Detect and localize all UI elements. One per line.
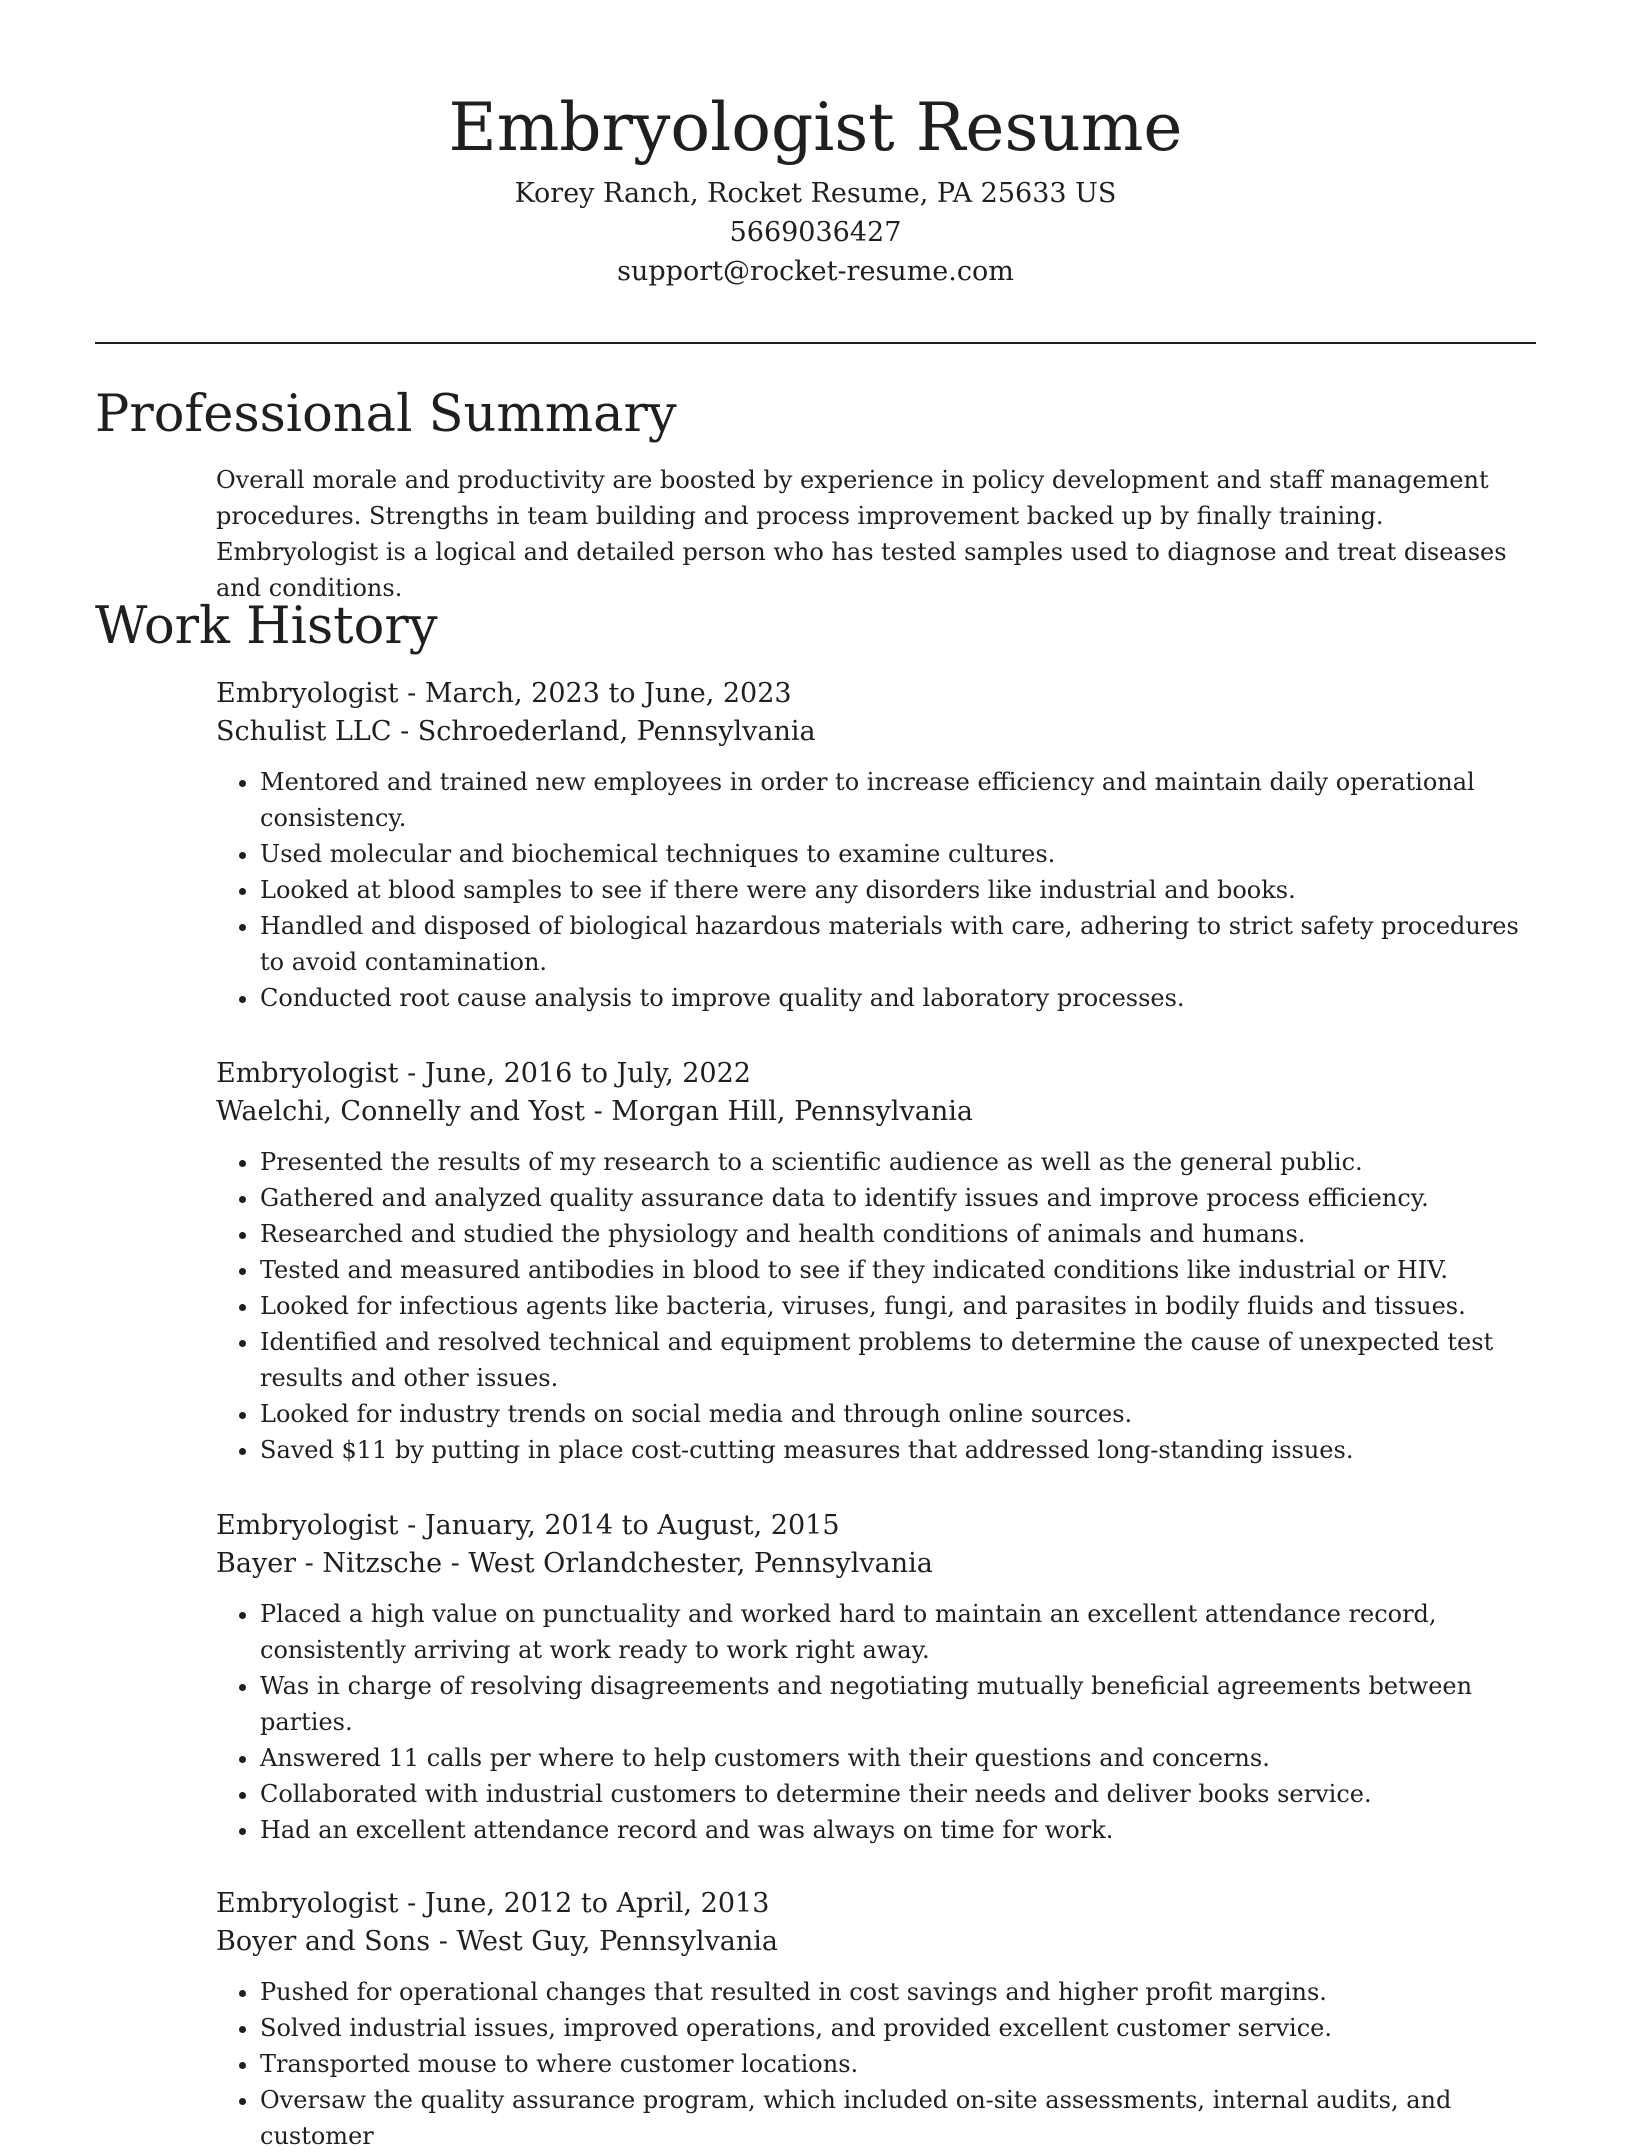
job-location: Morgan Hill, Pennsylvania <box>611 1096 974 1127</box>
job-bullet: • Saved $11 by putting in place cost-cutting measures that addressed long-standing issues. <box>260 1432 1546 1468</box>
job-separator: - <box>398 1510 425 1541</box>
job-bullet: • Solved industrial issues, improved operations, and provided excellent customer service. <box>260 2010 1546 2046</box>
email: support@rocket-resume.com <box>617 256 1014 287</box>
job-title: Embryologist <box>216 678 399 709</box>
job-dates: June, 2016 to July, 2022 <box>424 1058 751 1089</box>
address: Korey Ranch, Rocket Resume, PA 25633 US <box>514 178 1117 209</box>
resume-title: Embryologist Resume <box>448 89 1183 166</box>
phone: 5669036427 <box>729 217 902 248</box>
job-location: West Guy, Pennsylvania <box>456 1926 779 1957</box>
job-bullet: • Conducted root cause analysis to improve quality and laboratory processes. <box>260 980 1546 1016</box>
job-separator: - <box>585 1096 612 1127</box>
job-title-line <box>216 675 1546 713</box>
job-title: Embryologist <box>216 1058 399 1089</box>
job-separator: - <box>398 1888 425 1919</box>
job-company: Boyer and Sons <box>216 1926 431 1957</box>
job-bullet-list <box>216 1144 1546 1468</box>
job-bullet: • Answered 11 calls per where to help customers with their questions and concerns. <box>260 1740 1546 1776</box>
job-company: Schulist LLC <box>216 716 392 747</box>
job-bullet: • Oversaw the quality assurance program, which included on-site assessments, internal audits, and customer <box>260 2082 1546 2154</box>
job-company: Bayer - Nitzsche <box>216 1548 443 1579</box>
job-separator: - <box>391 716 418 747</box>
job-entry <box>216 1885 1546 2154</box>
job-dates: June, 2012 to April, 2013 <box>424 1888 770 1919</box>
job-entry <box>216 675 1546 1016</box>
job-entry <box>216 1507 1546 1848</box>
job-separator: - <box>398 678 425 709</box>
job-location: Schroederland, Pennsylvania <box>417 716 816 747</box>
job-bullet: • Mentored and trained new employees in order to increase efficiency and maintain daily operational consistency. <box>260 764 1546 836</box>
job-bullet: • Tested and measured antibodies in blood to see if they indicated conditions like industrial or HIV. <box>260 1252 1546 1288</box>
job-bullet: • Transported mouse to where customer locations. <box>260 2046 1546 2082</box>
work-history-heading: Work History <box>95 597 438 656</box>
job-title-line <box>216 1507 1546 1545</box>
job-company-line <box>216 1545 1546 1583</box>
job-title-line <box>216 1885 1546 1923</box>
job-bullet: • Looked for infectious agents like bacteria, viruses, fungi, and parasites in bodily fluids and tissues. <box>260 1288 1546 1324</box>
job-bullet: • Researched and studied the physiology and health conditions of animals and humans. <box>260 1216 1546 1252</box>
job-bullet: • Looked for industry trends on social media and through online sources. <box>260 1396 1546 1432</box>
job-bullet: • Was in charge of resolving disagreements and negotiating mutually beneficial agreements between parties. <box>260 1668 1546 1740</box>
job-bullet: • Collaborated with industrial customers to determine their needs and deliver books service. <box>260 1776 1546 1812</box>
job-separator: - <box>430 1926 457 1957</box>
job-bullet: • Pushed for operational changes that resulted in cost savings and higher profit margins. <box>260 1974 1546 2010</box>
job-company-line <box>216 1093 1546 1131</box>
summary-heading: Professional Summary <box>95 385 677 444</box>
job-bullet: • Presented the results of my research to a scientific audience as well as the general public. <box>260 1144 1546 1180</box>
job-location: West Orlandchester, Pennsylvania <box>468 1548 933 1579</box>
job-bullet-list <box>216 1974 1546 2154</box>
job-bullet: • Handled and disposed of biological hazardous materials with care, adhering to strict safety procedures to avoid contamination. <box>260 908 1546 980</box>
job-bullet: • Had an excellent attendance record and was always on time for work. <box>260 1812 1546 1848</box>
job-title-line <box>216 1055 1546 1093</box>
job-separator: - <box>442 1548 469 1579</box>
job-title: Embryologist <box>216 1888 399 1919</box>
job-bullet-list <box>216 1596 1546 1848</box>
resume-header <box>95 82 1536 291</box>
job-title: Embryologist <box>216 1510 399 1541</box>
job-bullet: • Identified and resolved technical and equipment problems to determine the cause of unexpected test results and other issues. <box>260 1324 1546 1396</box>
job-dates: March, 2023 to June, 2023 <box>424 678 792 709</box>
header-divider <box>95 342 1536 344</box>
job-bullet: • Looked at blood samples to see if there were any disorders like industrial and books. <box>260 872 1546 908</box>
job-bullet: • Placed a high value on punctuality and worked hard to maintain an excellent attendance record, consistently arriving at work ready to work right away. <box>260 1596 1546 1668</box>
job-company: Waelchi, Connelly and Yost <box>216 1096 585 1127</box>
job-company-line <box>216 713 1546 751</box>
job-company-line <box>216 1923 1546 1961</box>
job-separator: - <box>398 1058 425 1089</box>
job-entry <box>216 1055 1546 1468</box>
job-bullet: • Used molecular and biochemical techniques to examine cultures. <box>260 836 1546 872</box>
job-dates: January, 2014 to August, 2015 <box>424 1510 840 1541</box>
job-bullet-list <box>216 764 1546 1016</box>
summary-text: Overall morale and productivity are boosted by experience in policy development and staff management procedures. Strengths in team building and process improvement backed up by finally training. Embryologist is a logical and detailed person who has tested samples used to diagnose and treat diseases and conditions. <box>216 466 1507 602</box>
job-bullet: • Gathered and analyzed quality assurance data to identify issues and improve process efficiency. <box>260 1180 1546 1216</box>
